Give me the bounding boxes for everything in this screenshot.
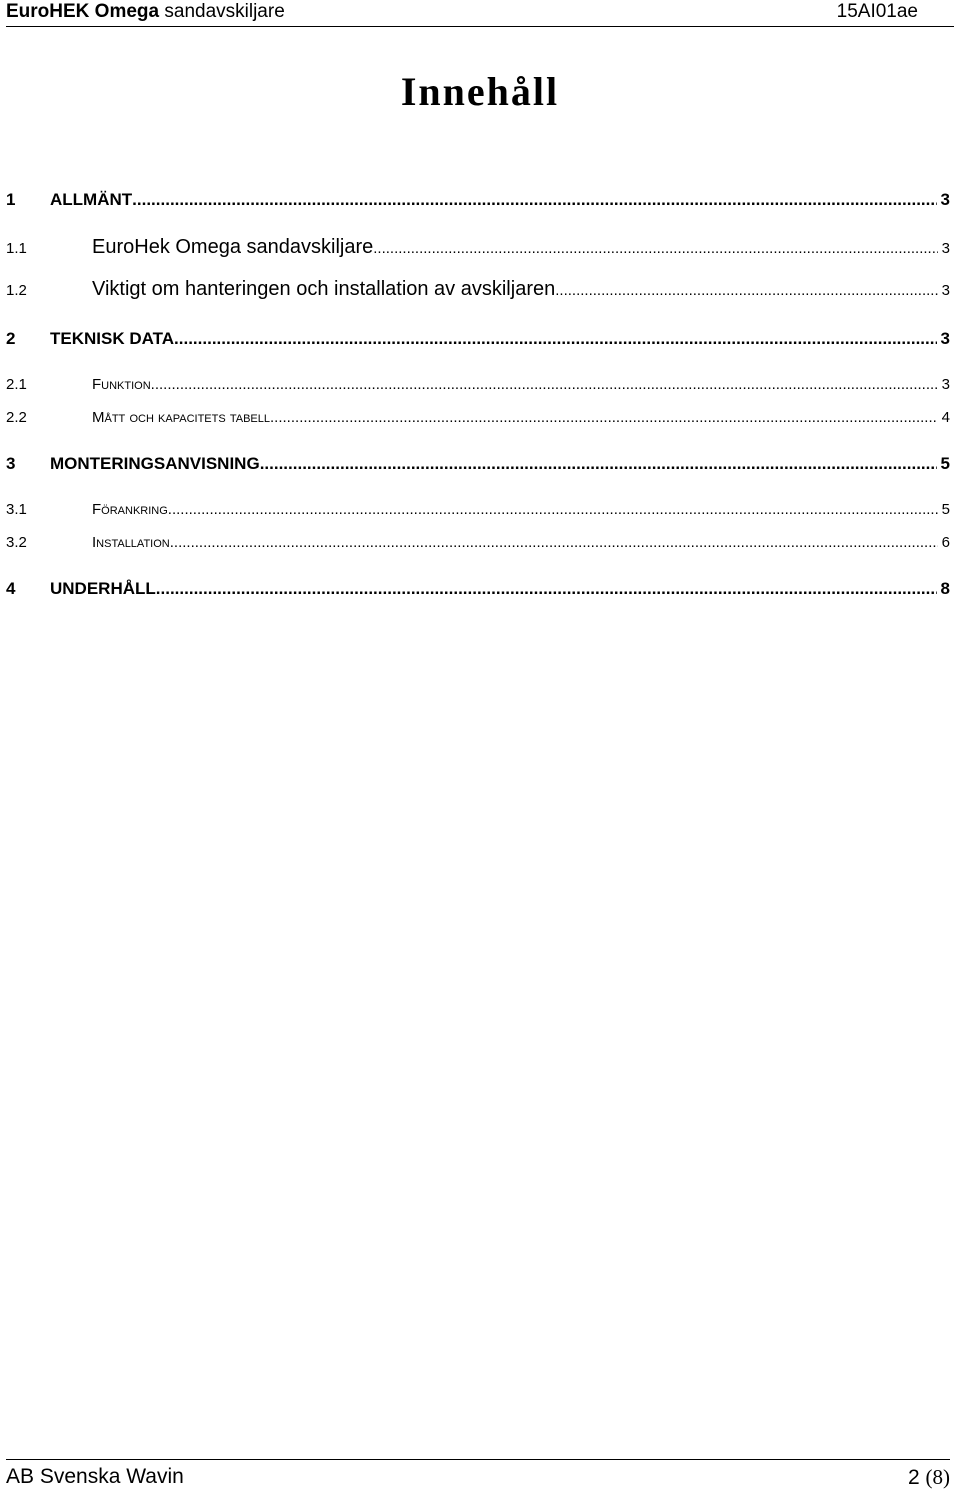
toc-entry-underhall[interactable] bbox=[6, 579, 950, 599]
toc-title: TEKNISK DATA bbox=[50, 329, 175, 348]
toc-title: Mått och kapacitets tabell bbox=[92, 409, 271, 426]
toc-number: 3.2 bbox=[6, 534, 27, 551]
page-header bbox=[6, 0, 954, 27]
footer-company: AB Svenska Wavin bbox=[6, 1465, 184, 1488]
footer-page-number bbox=[908, 1462, 950, 1493]
toc-page-number: 5 bbox=[940, 454, 950, 473]
footer-page-current: 2 bbox=[907, 1466, 920, 1489]
toc-number: 1.1 bbox=[6, 240, 27, 257]
toc-leader bbox=[373, 240, 937, 257]
toc-leader bbox=[555, 282, 937, 299]
toc-page-number: 8 bbox=[940, 579, 950, 598]
toc-title: EuroHek Omega sandavskiljare bbox=[92, 236, 374, 258]
toc-leader bbox=[156, 579, 937, 599]
toc-leader bbox=[270, 409, 938, 426]
toc-entry-teknisk-data[interactable] bbox=[6, 329, 950, 349]
toc-title: Funktion bbox=[92, 376, 151, 393]
toc-entry-installation[interactable] bbox=[6, 534, 950, 551]
toc-number: 3 bbox=[6, 454, 16, 473]
toc-page-number: 3 bbox=[941, 376, 950, 393]
header-product-name: EuroHEK Omega bbox=[6, 1, 160, 22]
toc-number: 1.2 bbox=[6, 282, 27, 299]
toc-leader bbox=[260, 454, 937, 474]
page-footer bbox=[6, 1459, 950, 1490]
toc-number: 2.2 bbox=[6, 409, 27, 426]
toc-title: Viktigt om hanteringen och installation av avskiljaren bbox=[92, 278, 556, 300]
header-product bbox=[6, 0, 285, 24]
toc-entry-viktigt[interactable] bbox=[6, 278, 950, 301]
toc-leader bbox=[132, 190, 936, 210]
toc-page-number: 3 bbox=[941, 240, 950, 257]
toc-title: MONTERINGSANVISNING bbox=[50, 454, 260, 473]
toc-title: ALLMÄNT bbox=[50, 190, 133, 209]
toc-page-number: 3 bbox=[941, 282, 950, 299]
toc-entry-matt-och-kapacitets[interactable] bbox=[6, 409, 950, 426]
toc-number: 2 bbox=[6, 329, 16, 348]
toc-entry-monteringsanvisning[interactable] bbox=[6, 454, 950, 474]
toc-number: 4 bbox=[6, 579, 16, 598]
toc-leader bbox=[170, 534, 938, 551]
toc-page-number: 3 bbox=[940, 190, 950, 209]
toc-title: UNDERHÅLL bbox=[50, 579, 156, 598]
toc-page-number: 3 bbox=[940, 329, 950, 348]
toc-leader bbox=[174, 329, 937, 349]
toc-page-number: 4 bbox=[941, 409, 950, 426]
page-title: Innehåll bbox=[400, 69, 560, 114]
toc-title: Förankring bbox=[92, 501, 168, 518]
toc-page-number: 5 bbox=[941, 501, 950, 518]
toc-number: 2.1 bbox=[6, 376, 27, 393]
toc-leader bbox=[168, 501, 938, 518]
toc-title: Installation bbox=[92, 534, 170, 551]
toc-entry-eurohek-omega[interactable] bbox=[6, 236, 950, 259]
footer-page-total: (8) bbox=[925, 1465, 950, 1489]
toc-entry-allmant[interactable] bbox=[6, 190, 950, 210]
toc-page-number: 6 bbox=[941, 534, 950, 551]
header-product-type: sandavskiljare bbox=[164, 1, 285, 22]
toc-entry-funktion[interactable] bbox=[6, 376, 950, 393]
toc-number: 3.1 bbox=[6, 501, 27, 518]
toc-entry-forankring[interactable] bbox=[6, 501, 950, 518]
toc-number: 1 bbox=[6, 190, 16, 209]
toc-leader bbox=[151, 376, 938, 393]
header-doc-code: 15AI01ae bbox=[836, 1, 918, 22]
